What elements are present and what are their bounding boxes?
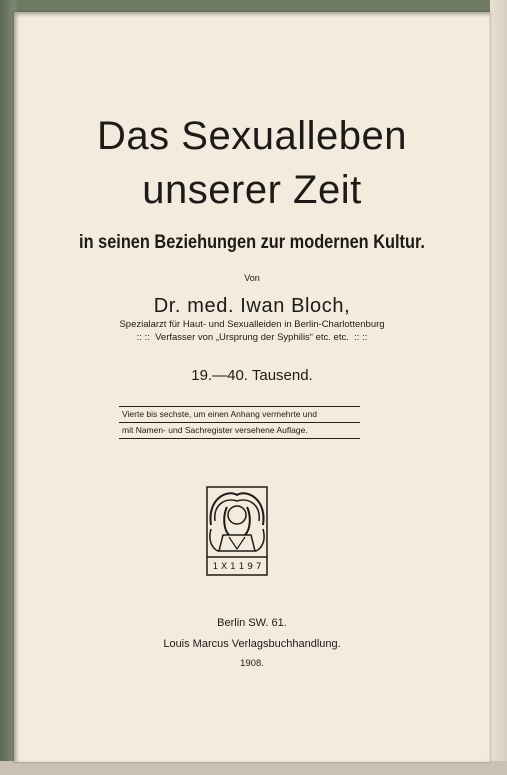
page-edge-right [490, 0, 507, 775]
edition-note [119, 406, 360, 439]
edition-line-2: mit Namen- und Sachregister versehene Auflage. [122, 425, 308, 435]
title-line-2: unserer Zeit [142, 168, 362, 212]
publisher-name: Louis Marcus Verlagsbuchhandlung. [163, 638, 341, 650]
title-line-1: Das Sexualleben [97, 114, 407, 158]
by-label: Von [244, 273, 260, 283]
subtitle: in seinen Beziehungen zur modernen Kultur. [79, 232, 425, 253]
page-edge-bottom [0, 761, 507, 775]
print-run: 19.—40. Tausend. [191, 367, 313, 384]
author-credential: Spezialarzt für Haut- und Sexualleiden in Berlin-Charlottenburg [119, 319, 385, 330]
emblem-lettering: 1 X 1 1 9 7 [212, 562, 262, 572]
publisher-place: Berlin SW. 61. [217, 617, 287, 629]
edition-rule-bottom [119, 438, 360, 439]
author-work: :: :: Verfasser von „Ursprung der Syphilis“ etc. etc. :: :: [136, 332, 368, 343]
author-name: Dr. med. Iwan Bloch, [153, 295, 351, 317]
edition-line-1: Vierte bis sechste, um einen Anhang vermehrte und [122, 409, 317, 419]
title-page [14, 12, 490, 762]
publisher-emblem-icon [205, 485, 269, 577]
publication-year: 1908. [240, 658, 264, 669]
